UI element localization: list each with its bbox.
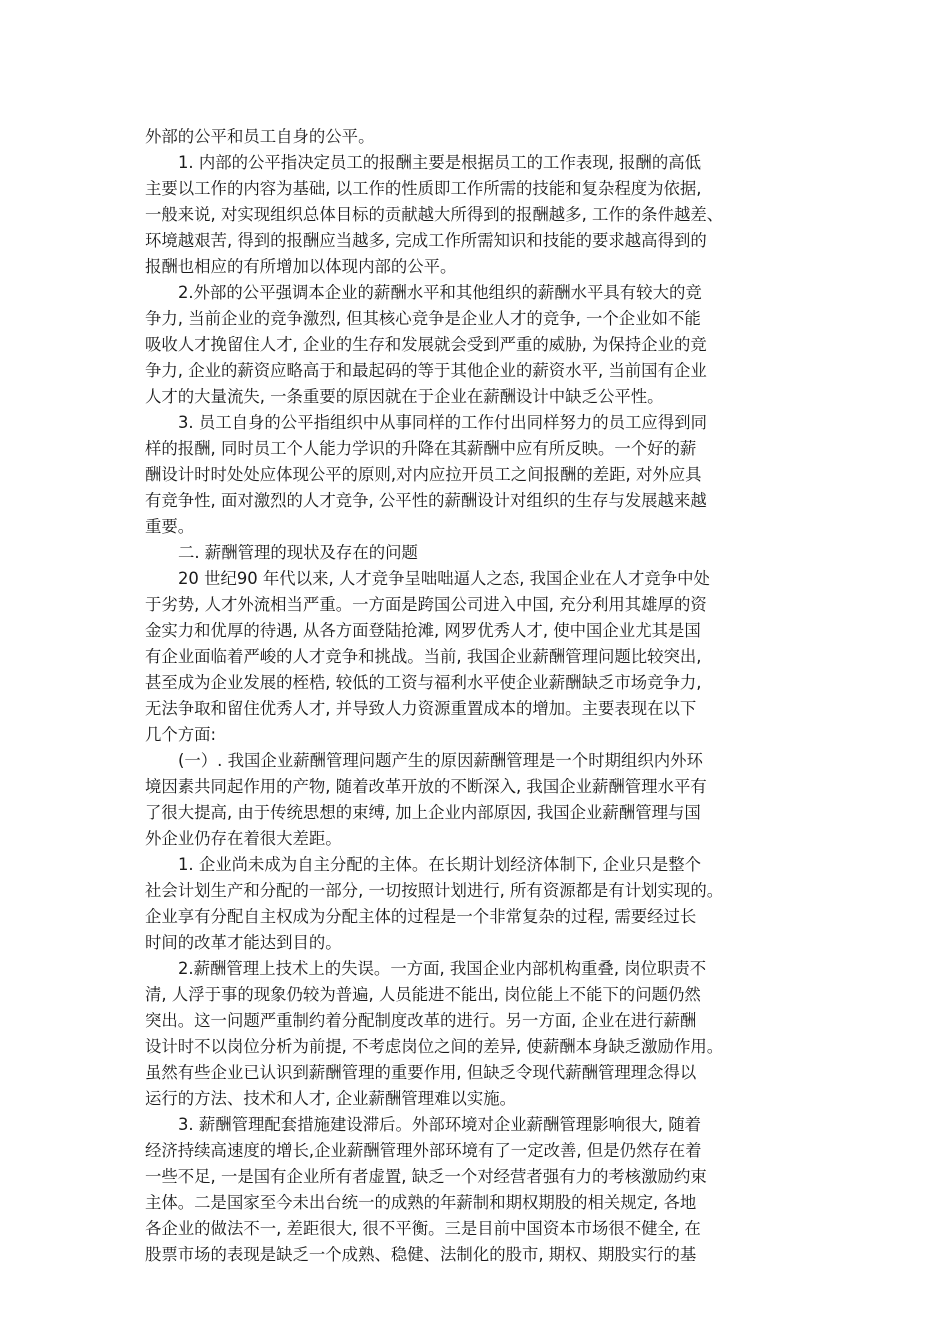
text-line: 2.外部的公平强调本企业的薪酬水平和其他组织的薪酬水平具有较大的竞	[178, 283, 702, 302]
text-line: 报酬也相应的有所增加以体现内部的公平。	[145, 257, 457, 276]
text-line: 于劣势, 人才外流相当严重。一方面是跨国公司进入中国, 充分利用其雄厚的资	[145, 595, 707, 614]
text-line: 有竞争性, 面对激烈的人才竞争, 公平性的薪酬设计对组织的生存与发展越来越	[145, 491, 707, 510]
text-line: 突出。这一问题严重制约着分配制度改革的进行。另一方面, 企业在进行薪酬	[145, 1011, 697, 1030]
text-line: 重要。	[145, 517, 195, 536]
text-line: 时间的改革才能达到目的。	[145, 933, 342, 952]
text-line: 一般来说, 对实现组织总体目标的贡献越大所得到的报酬越多, 工作的条件越差、	[145, 205, 724, 224]
text-line: 无法争取和留住优秀人才, 并导致人力资源重置成本的增加。主要表现在以下	[145, 699, 697, 718]
text-line: 有企业面临着严峻的人才竞争和挑战。当前, 我国企业薪酬管理问题比较突出,	[145, 647, 702, 666]
text-line: 二. 薪酬管理的现状及存在的问题	[178, 543, 418, 562]
text-line: 主体。二是国家至今未出台统一的成熟的年薪制和期权期股的相关规定, 各地	[145, 1193, 697, 1212]
text-line: 几个方面:	[145, 725, 217, 744]
text-line: 20 世纪90 年代以来, 人才竞争呈咄咄逼人之态, 我国企业在人才竞争中处	[178, 569, 710, 588]
text-line: 经济持续高速度的增长,企业薪酬管理外部环境有了一定改善, 但是仍然存在着	[145, 1141, 702, 1160]
text-line: 运行的方法、技术和人才, 企业薪酬管理难以实施。	[145, 1089, 517, 1108]
text-line: 1. 内部的公平指决定员工的报酬主要是根据员工的工作表现, 报酬的高低	[178, 153, 701, 172]
text-line: 外部的公平和员工自身的公平。	[145, 127, 375, 146]
text-line: 一些不足, 一是国有企业所有者虚置, 缺乏一个对经营者强有力的考核激励约束	[145, 1167, 707, 1186]
text-line: 企业享有分配自主权成为分配主体的过程是一个非常复杂的过程, 需要经过长	[145, 907, 697, 926]
text-line: 3. 员工自身的公平指组织中从事同样的工作付出同样努力的员工应得到同	[178, 413, 707, 432]
text-line: 清, 人浮于事的现象仍较为普遍, 人员能进不能出, 岗位能上不能下的问题仍然	[145, 985, 701, 1004]
text-line: 虽然有些企业已认识到薪酬管理的重要作用, 但缺乏令现代薪酬管理理念得以	[145, 1063, 697, 1082]
text-line: 金实力和优厚的待遇, 从各方面登陆抢滩, 网罗优秀人才, 使中国企业尤其是国	[145, 621, 701, 640]
text-line: 酬设计时时处处应体现公平的原则,对内应拉开员工之间报酬的差距, 对外应具	[145, 465, 702, 484]
text-line: 1. 企业尚未成为自主分配的主体。在长期计划经济体制下, 企业只是整个	[178, 855, 701, 874]
text-line: (一）. 我国企业薪酬管理问题产生的原因薪酬管理是一个时期组织内外环	[178, 751, 703, 770]
text-line: 外企业仍存在着很大差距。	[145, 829, 342, 848]
text-line: 环境越艰苦, 得到的报酬应当越多, 完成工作所需知识和技能的要求越高得到的	[145, 231, 707, 250]
text-line: 吸收人才挽留住人才, 企业的生存和发展就会受到严重的威胁, 为保持企业的竞	[145, 335, 707, 354]
text-line: 设计时不以岗位分析为前提, 不考虑岗位之间的差异, 使薪酬本身缺乏激励作用。	[145, 1037, 724, 1056]
text-line: 社会计划生产和分配的一部分, 一切按照计划进行, 所有资源都是有计划实现的。	[145, 881, 724, 900]
text-line: 争力, 当前企业的竞争激烈, 但其核心竞争是企业人才的竞争, 一个企业如不能	[145, 309, 701, 328]
text-line: 了很大提高, 由于传统思想的束缚, 加上企业内部原因, 我国企业薪酬管理与国	[145, 803, 701, 822]
text-line: 3. 薪酬管理配套措施建设滞后。外部环境对企业薪酬管理影响很大, 随着	[178, 1115, 701, 1134]
text-line: 2.薪酬管理上技术上的失误。一方面, 我国企业内部机构重叠, 岗位职责不	[178, 959, 707, 978]
text-line: 甚至成为企业发展的桎梏, 较低的工资与福利水平使企业薪酬缺乏市场竞争力,	[145, 673, 702, 692]
document-body	[145, 124, 815, 1268]
text-line: 各企业的做法不一, 差距很大, 很不平衡。三是目前中国资本市场很不健全, 在	[145, 1219, 701, 1238]
text-line: 股票市场的表现是缺乏一个成熟、稳健、法制化的股市, 期权、期股实行的基	[145, 1245, 697, 1264]
text-line: 样的报酬, 同时员工个人能力学识的升降在其薪酬中应有所反映。一个好的薪	[145, 439, 697, 458]
text-line: 主要以工作的内容为基础, 以工作的性质即工作所需的技能和复杂程度为依据,	[145, 179, 702, 198]
text-line: 人才的大量流失, 一条重要的原因就在于企业在薪酬设计中缺乏公平性。	[145, 387, 664, 406]
text-line: 境因素共同起作用的产物, 随着改革开放的不断深入, 我国企业薪酬管理水平有	[145, 777, 707, 796]
text-line: 争力, 企业的薪资应略高于和最起码的等于其他企业的薪资水平, 当前国有企业	[145, 361, 707, 380]
